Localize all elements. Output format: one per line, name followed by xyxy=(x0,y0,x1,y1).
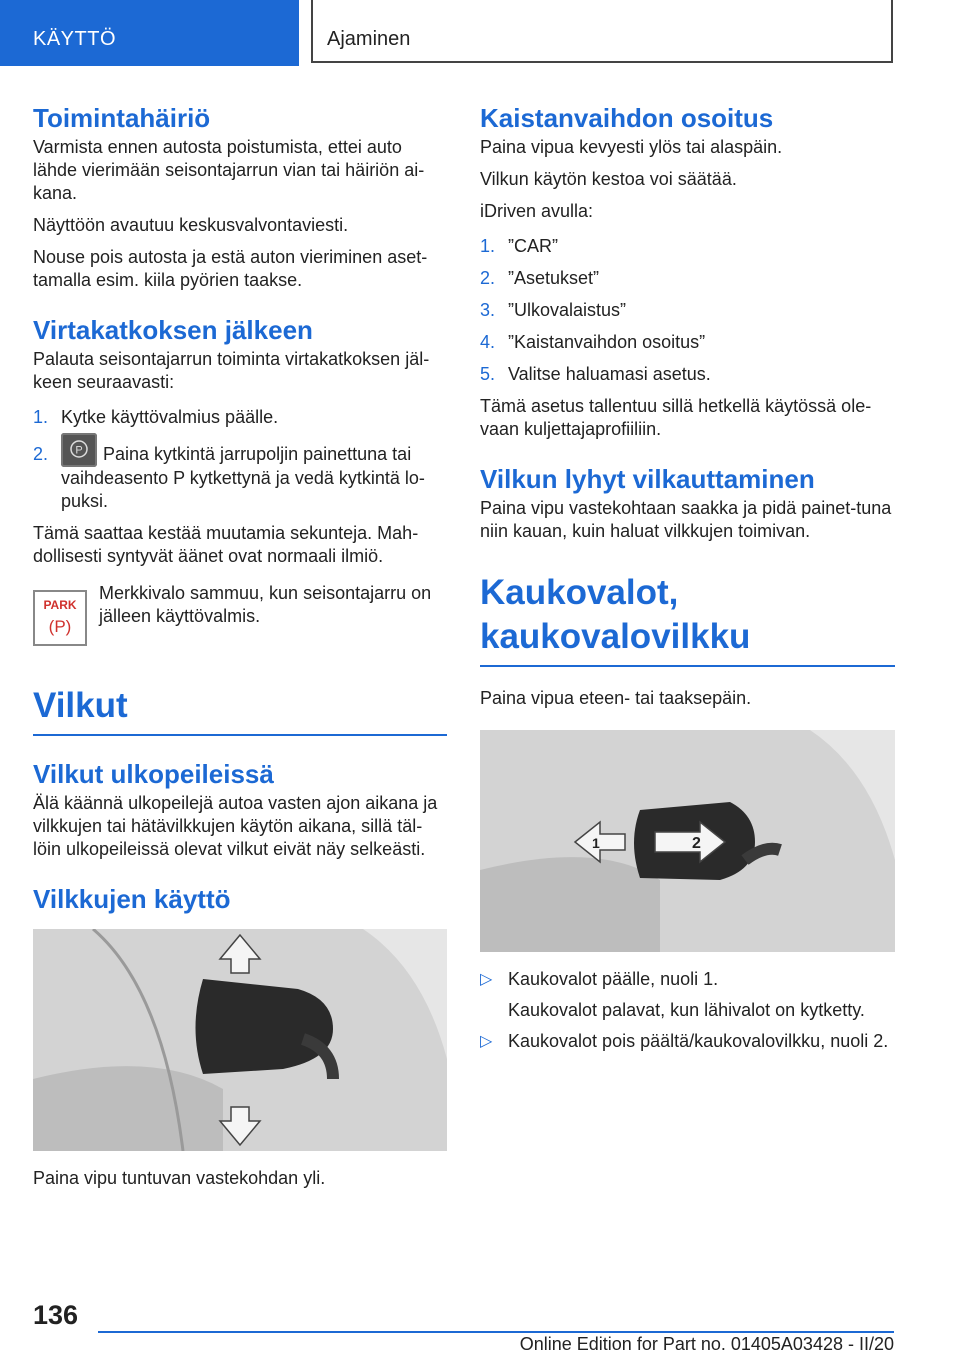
step-number: 2. xyxy=(480,268,496,288)
arrow-label-2: 2 xyxy=(692,835,701,852)
paragraph: Älä käännä ulkopeilejä autoa vasten ajon aikana ja vilkkujen tai hätävilkkujen käytön aikana, sillä täl-löin ulkopeileissä olevat vilkut eivät näy selkeästi. xyxy=(33,793,438,859)
step-number: 4. xyxy=(480,332,496,352)
step-number: 1. xyxy=(33,407,49,427)
list-item xyxy=(480,235,895,258)
heading-lyhyt-vilkautus: Vilkun lyhyt vilkauttaminen xyxy=(480,464,815,494)
bullet-subtext: Kaukovalot palavat, kun lähivalot on kytketty. xyxy=(508,1000,865,1020)
bullet-text: Kaukovalot pois päältä/kaukovalovilkku, nuoli 2. xyxy=(508,1031,889,1051)
step-number: 1. xyxy=(480,236,496,256)
edition-note: Online Edition for Part no. 01405A03428 - II/20 xyxy=(519,1334,894,1354)
list-item xyxy=(480,1030,895,1053)
paragraph: Tämä saattaa kestää muutamia sekunteja. Mah-dollisesti syntyvät äänet ovat normaali ilmiö. xyxy=(33,523,419,566)
step-text: ”CAR” xyxy=(508,236,558,256)
list-item xyxy=(33,406,447,429)
park-symbol: (P) xyxy=(48,617,72,636)
step-number: 3. xyxy=(480,300,496,320)
heading-toimintahairio: Toimintahäiriö xyxy=(33,103,211,133)
parking-brake-button-icon xyxy=(61,433,97,467)
heading-virtakatkos: Virtakatkoksen jälkeen xyxy=(33,315,313,345)
list-item xyxy=(480,968,895,1022)
image-caption: Paina vipu tuntuvan vastekohdan yli. xyxy=(33,1168,326,1188)
section-title: Ajaminen xyxy=(327,28,411,50)
step-text: Kytke käyttövalmius päälle. xyxy=(61,407,279,427)
paragraph: Paina vipu vastekohtaan saakka ja pidä painet-tuna niin kauan, kuin haluat vilkkujen toimivan. xyxy=(480,498,892,541)
bullet-list xyxy=(480,968,895,1053)
chapter-heading-wrap xyxy=(480,571,895,667)
chapter-heading-wrap xyxy=(33,684,447,736)
left-column xyxy=(33,100,447,1190)
right-column xyxy=(480,100,895,1061)
heading-kaukovalot-line1: Kaukovalot, xyxy=(480,573,679,612)
paragraph: Paina vipua eteen- tai taaksepäin. xyxy=(480,688,752,708)
triangle-bullet-icon: ▷ xyxy=(480,1033,493,1050)
list-item xyxy=(33,443,447,513)
triangle-bullet-icon: ▷ xyxy=(480,971,493,988)
paragraph: Paina vipua kevyesti ylös tai alaspäin. xyxy=(480,137,783,157)
step-text: Paina kytkintä jarrupoljin painettuna tai vaihdeasento P kytkettynä ja vedä kytkintä lo-puksi. xyxy=(61,444,425,511)
step-text: ”Ulkovalaistus” xyxy=(508,300,627,320)
paragraph: iDriven avulla: xyxy=(480,201,594,221)
step-text: ”Asetukset” xyxy=(508,268,600,288)
page-number: 136 xyxy=(33,1300,79,1330)
chapter-tab[interactable] xyxy=(0,0,299,66)
heading-vilkkujen-kaytto: Vilkkujen käyttö xyxy=(33,884,231,914)
paragraph: Nouse pois autosta ja estä auton vieriminen aset-tamalla esim. kiila pyörien taakse. xyxy=(33,247,428,290)
heading-kaukovalot-line2: kaukovalovilkku xyxy=(480,617,751,656)
high-beam-lever-image xyxy=(480,730,895,952)
park-warning-icon xyxy=(33,590,87,646)
indicator-note xyxy=(33,582,447,646)
heading-kaistanvaihto: Kaistanvaihdon osoitus xyxy=(480,103,774,133)
step-text: Valitse haluamasi asetus. xyxy=(508,364,711,384)
list-item xyxy=(480,331,895,354)
step-list xyxy=(480,235,895,386)
step-number: 5. xyxy=(480,364,496,384)
svg-text:P: P xyxy=(75,444,83,457)
list-item xyxy=(480,363,895,386)
indicator-text: Merkkivalo sammuu, kun seisontajarru on jälleen käyttövalmis. xyxy=(99,583,432,626)
turn-signal-lever-image xyxy=(33,929,447,1151)
paragraph: Näyttöön avautuu keskusvalvontaviesti. xyxy=(33,215,349,235)
section-header xyxy=(311,0,893,63)
heading-vilkut: Vilkut xyxy=(33,686,128,725)
list-item xyxy=(480,299,895,322)
chapter-tab-label: KÄYTTÖ xyxy=(33,28,117,50)
arrow-label-1: 1 xyxy=(592,835,600,851)
paragraph: Tämä asetus tallentuu sillä hetkellä käytössä ole-vaan kuljettajaprofiiliin. xyxy=(480,396,872,439)
step-number: 2. xyxy=(33,444,49,464)
list-item xyxy=(480,267,895,290)
step-text: ”Kaistanvaihdon osoitus” xyxy=(508,332,706,352)
paragraph: Varmista ennen autosta poistumista, ettei auto lähde vierimään seisontajarrun vian tai häiriön ai-kana. xyxy=(33,137,425,203)
step-list xyxy=(33,406,447,513)
heading-vilkut-ulkopeileissa: Vilkut ulkopeileissä xyxy=(33,759,274,789)
park-label: PARK xyxy=(43,598,77,612)
paragraph: Vilkun käytön kestoa voi säätää. xyxy=(480,169,737,189)
paragraph: Palauta seisontajarrun toiminta virtakatkoksen jäl-keen seuraavasti: xyxy=(33,349,430,392)
bullet-text: Kaukovalot päälle, nuoli 1. xyxy=(508,969,719,989)
footer-divider xyxy=(98,1331,894,1333)
